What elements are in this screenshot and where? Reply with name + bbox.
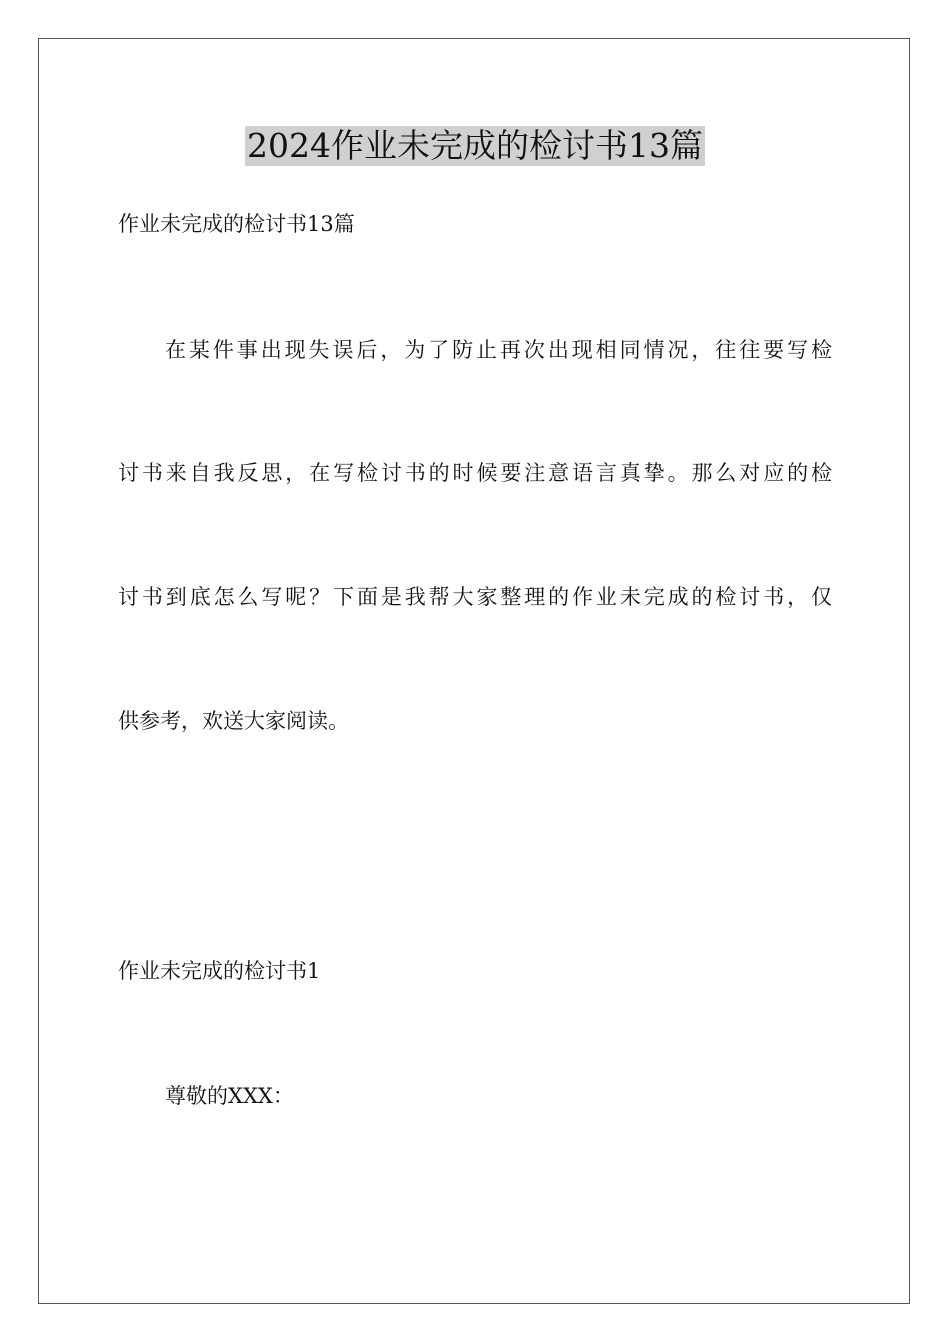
intro-line-1: 在某件事出现失误后，为了防止再次出现相同情况，往往要写检 [165,338,832,362]
intro-line-4: 供参考，欢送大家阅读。 [118,709,349,733]
document-title: 2024作业未完成的检讨书13篇 [247,126,703,165]
intro-line-3: 讨书到底怎么写呢？下面是我帮大家整理的作业未完成的检讨书，仅 [118,585,832,609]
salutation: 尊敬的XXX： [165,1084,294,1108]
section-heading: 作业未完成的检讨书1 [118,959,321,983]
document-subtitle: 作业未完成的检讨书13篇 [118,212,355,236]
title-container [0,126,950,166]
intro-line-2: 讨书来自我反思，在写检讨书的时候要注意语言真挚。那么对应的检 [118,461,832,485]
